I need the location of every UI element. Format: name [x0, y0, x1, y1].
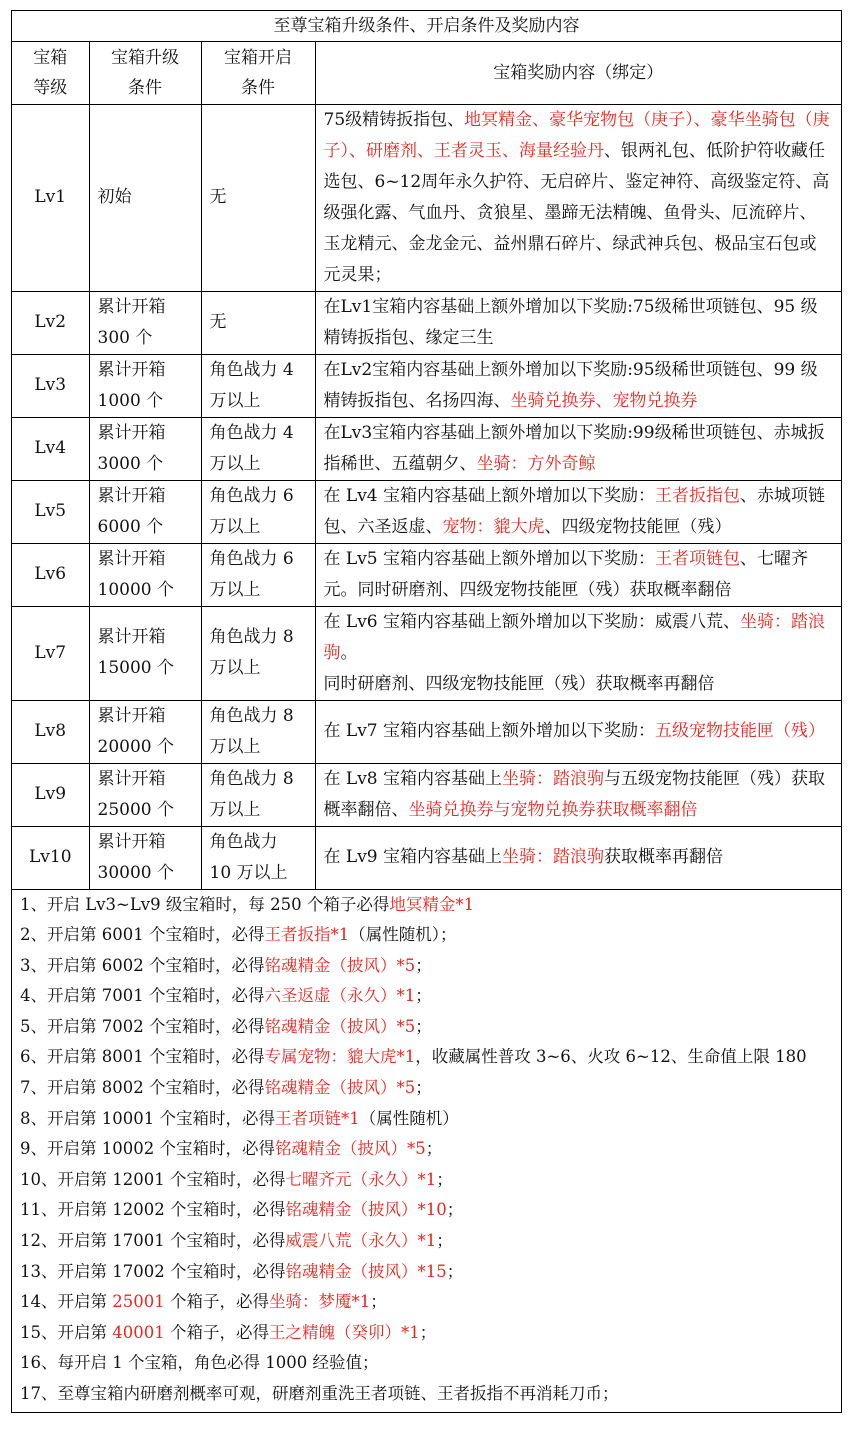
note-item [20, 1287, 833, 1318]
highlight-text: 王者扳指*1 [264, 925, 350, 945]
level-row [12, 700, 841, 763]
plain-text: 9、开启第 10002 个宝箱时，必得 [20, 1139, 275, 1159]
plain-text: 、赤城项链包、六圣返虚、 [323, 485, 826, 537]
condition-line: 万以上 [209, 799, 261, 820]
highlight-text: 坐骑兑换券、宠物兑换券 [510, 390, 698, 411]
level-cell: Lv8 [12, 700, 89, 763]
level-row [12, 606, 841, 700]
condition-line: 万以上 [209, 736, 261, 757]
condition-line: 初始 [97, 187, 132, 207]
level-cell: Lv7 [12, 606, 89, 700]
upgrade-condition-cell [89, 417, 201, 480]
level-rows [12, 104, 841, 889]
plain-text: 15、开启第 [20, 1322, 113, 1342]
level-cell: Lv2 [12, 291, 89, 354]
condition-line: 角色战力 [209, 831, 278, 852]
plain-text: 同时研磨剂、四级宠物技能匣（残）获取概率再翻倍 [323, 673, 715, 694]
plain-text: 10、开启第 12001 个宝箱时，必得 [20, 1169, 286, 1189]
highlight-text: 坐骑兑换券与宠物兑换券获取概率翻倍 [408, 799, 698, 820]
condition-line: 角色战力 8 [209, 705, 294, 726]
plain-text: 6、开启第 8001 个宝箱时，必得 [20, 1047, 265, 1067]
reward-cell [315, 354, 841, 417]
plain-text: 在 Lv5 宝箱内容基础上额外增加以下奖励： [323, 548, 656, 569]
highlight-text: 王者项链*1 [274, 1108, 360, 1128]
note-item [20, 1012, 833, 1043]
plain-text: 7、开启第 8002 个宝箱时，必得 [20, 1078, 265, 1098]
highlight-text: 铭魂精金（披风）*5 [264, 955, 416, 975]
open-condition-cell [201, 606, 315, 700]
plain-text: 11、开启第 12002 个宝箱时，必得 [20, 1200, 286, 1220]
plain-text: ； [446, 1200, 464, 1220]
note-item [20, 1195, 833, 1226]
reward-cell [315, 700, 841, 763]
plain-text: 8、开启第 10001 个宝箱时，必得 [20, 1108, 275, 1128]
condition-line: 万以上 [209, 390, 261, 411]
highlight-text: 坐骑：方外奇鲸 [476, 453, 596, 474]
condition-line: 15000 个 [97, 658, 174, 678]
condition-line: 累计开箱 [97, 296, 166, 317]
note-item [20, 1165, 833, 1196]
level-cell: Lv1 [12, 104, 89, 291]
condition-line: 无 [209, 187, 227, 207]
reward-cell [315, 826, 841, 889]
plain-text: 在 Lv6 宝箱内容基础上额外增加以下奖励：威震八荒、 [323, 611, 741, 632]
note-item [20, 920, 833, 951]
reward-cell [315, 763, 841, 826]
plain-text: 14、开启第 [20, 1292, 113, 1312]
condition-line: 6000 个 [97, 516, 164, 537]
plain-text: ； [436, 1169, 453, 1189]
condition-line: 累计开箱 [97, 548, 166, 569]
highlight-text: 铭魂精金（披风）*10 [285, 1200, 447, 1220]
condition-line: 25000 个 [97, 799, 174, 820]
plain-text: 与五级宠物技能匣（残）获取概率翻倍、 [323, 768, 826, 820]
highlight-text: 铭魂精金（披风）*15 [285, 1261, 447, 1281]
level-cell: Lv5 [12, 480, 89, 543]
highlight-text: 40001 [112, 1322, 165, 1342]
plain-text: 在 Lv8 宝箱内容基础上 [323, 768, 503, 789]
highlight-text: 王者项链包 [655, 548, 741, 569]
plain-text: 在 Lv9 宝箱内容基础上 [323, 847, 503, 867]
note-item [20, 1318, 833, 1349]
sheet-title: 至尊宝箱升级条件、开启条件及奖励内容 [12, 11, 841, 42]
open-condition-cell [201, 763, 315, 826]
upgrade-condition-cell [89, 700, 201, 763]
plain-text: ； [415, 1016, 432, 1036]
open-condition-cell [201, 480, 315, 543]
level-row [12, 291, 841, 354]
condition-line: 万以上 [209, 453, 261, 474]
highlight-text: 地冥精金、豪华宠物包（庚子）、豪华坐骑包（庚子）、研磨剂、王者灵玉、海量经验丹 [323, 109, 830, 161]
plain-text: 17、至尊宝箱内研磨剂概率可观，研磨剂重洗王者项链、王者扳指不再消耗刀币； [20, 1384, 619, 1403]
header-level: 宝箱 等级 [12, 42, 89, 104]
plain-text: 4、开启第 7001 个宝箱时，必得 [20, 986, 265, 1006]
level-row [12, 543, 841, 606]
note-item [20, 1348, 833, 1379]
condition-line: 累计开箱 [97, 831, 166, 852]
plain-text: 13、开启第 17002 个宝箱时，必得 [20, 1261, 286, 1281]
highlight-text: 25001 [112, 1292, 165, 1312]
upgrade-condition-cell [89, 606, 201, 700]
condition-line: 角色战力 4 [209, 359, 294, 380]
condition-line: 300 个 [97, 327, 153, 348]
highlight-text: 铭魂精金（披风）*5 [264, 1016, 416, 1036]
plain-text: ； [370, 1292, 387, 1312]
condition-line: 万以上 [209, 579, 261, 600]
reward-cell [315, 291, 841, 354]
plain-text: ； [425, 1139, 443, 1159]
level-row [12, 417, 841, 480]
header-reward: 宝箱奖励内容（绑定） [315, 42, 841, 104]
plain-text: 2、开启第 6001 个宝箱时，必得 [20, 925, 265, 945]
note-item [20, 1042, 833, 1073]
reward-cell [315, 417, 841, 480]
condition-line: 万以上 [209, 516, 261, 537]
level-row [12, 104, 841, 291]
highlight-text: 五级宠物技能匣（残） [655, 721, 826, 741]
highlight-text: 六圣返虚（永久）*1 [264, 986, 416, 1006]
note-item [20, 890, 833, 921]
level-cell: Lv10 [12, 826, 89, 889]
note-item [20, 951, 833, 982]
condition-line: 累计开箱 [97, 627, 166, 647]
reward-cell [315, 606, 841, 700]
condition-line: 1000 个 [97, 390, 164, 411]
plain-text: 5、开启第 7002 个宝箱时，必得 [20, 1016, 265, 1036]
open-condition-cell [201, 417, 315, 480]
upgrade-condition-cell [89, 291, 201, 354]
upgrade-condition-cell [89, 354, 201, 417]
highlight-text: 铭魂精金（披风）*5 [264, 1078, 416, 1098]
plain-text: ； [419, 1322, 437, 1342]
plain-text: 在Lv3宝箱内容基础上额外增加以下奖励:99级稀世项链包、赤城扳指稀世、五蕴朝夕、 [323, 422, 825, 474]
plain-text: ； [415, 986, 432, 1006]
header-upgrade-condition: 宝箱升级 条件 [89, 42, 201, 104]
highlight-text: 宠物：貔大虎 [442, 516, 545, 537]
plain-text: 、四级宠物技能匣（残） [544, 516, 732, 537]
plain-text: 16、每开启 1 个宝箱，角色必得 1000 经验值； [20, 1353, 379, 1373]
open-condition-cell [201, 104, 315, 291]
condition-line: 累计开箱 [97, 422, 166, 443]
plain-text: 在 Lv7 宝箱内容基础上额外增加以下奖励： [323, 721, 656, 741]
plain-text: 12、开启第 17001 个宝箱时，必得 [20, 1231, 286, 1251]
plain-text: 、银两礼包、低阶护符收藏任选包、6~12周年永久护符、无启碎片、鉴定神符、高级鉴定符、高级强化露、气血丹、贪狼星、墨蹄无法精魄、鱼骨头、厄流碎片、玉龙精元、金龙金元、益州鼎石碎片、绿武神兵包、极品宝石包或元灵果； [323, 140, 830, 285]
plain-text: 个箱子，必得 [164, 1322, 269, 1342]
level-row [12, 763, 841, 826]
upgrade-condition-cell [89, 763, 201, 826]
highlight-text: 坐骑：踏浪驹 [502, 847, 605, 867]
open-condition-cell [201, 291, 315, 354]
level-row [12, 480, 841, 543]
condition-line: 20000 个 [97, 736, 174, 757]
plain-text: 。 [340, 642, 358, 663]
plain-text: ，收藏属性普攻 3~6、火攻 6~12、生命值上限 180 [415, 1047, 807, 1067]
upgrade-condition-cell [89, 826, 201, 889]
condition-line: 累计开箱 [97, 705, 166, 726]
plain-text: 在Lv1宝箱内容基础上额外增加以下奖励:75级稀世项链包、95 级精铸扳指包、缘定三生 [323, 296, 818, 348]
level-cell: Lv4 [12, 417, 89, 480]
header-row [12, 42, 841, 104]
condition-line: 角色战力 4 [209, 422, 294, 443]
plain-text: ； [446, 1261, 464, 1281]
level-cell: Lv6 [12, 543, 89, 606]
highlight-text: 铭魂精金（披风）*5 [274, 1139, 426, 1159]
highlight-text: 七曜齐元（永久）*1 [285, 1169, 437, 1189]
upgrade-condition-cell [89, 543, 201, 606]
highlight-text: 王者扳指包 [655, 485, 741, 506]
condition-line: 累计开箱 [97, 359, 166, 380]
reward-cell [315, 104, 841, 291]
plain-text: 在 Lv4 宝箱内容基础上额外增加以下奖励： [323, 485, 656, 506]
plain-text: （属性随机） [359, 1108, 459, 1128]
header-open-condition: 宝箱开启 条件 [201, 42, 315, 104]
plain-text: 1、开启 Lv3~Lv9 级宝箱时，每 250 个箱子必得 [20, 894, 390, 914]
open-condition-cell [201, 826, 315, 889]
condition-line: 角色战力 8 [209, 627, 294, 647]
note-item [20, 1379, 833, 1410]
upgrade-condition-cell [89, 104, 201, 291]
note-item [20, 981, 833, 1012]
highlight-text: 坐骑：梦魇*1 [269, 1292, 371, 1312]
highlight-text: 坐骑：踏浪驹 [323, 611, 826, 663]
condition-line: 10000 个 [97, 579, 174, 600]
level-row [12, 354, 841, 417]
highlight-text: 坐骑：踏浪驹 [502, 768, 605, 789]
highlight-text: 威震八荒（永久）*1 [285, 1231, 437, 1251]
condition-line: 3000 个 [97, 453, 164, 474]
note-item [20, 1134, 833, 1165]
condition-line: 累计开箱 [97, 768, 166, 789]
condition-line: 角色战力 8 [209, 768, 294, 789]
condition-line: 10 万以上 [209, 862, 288, 883]
upgrade-condition-cell [89, 480, 201, 543]
condition-line: 万以上 [209, 658, 261, 678]
plain-text: ； [415, 955, 432, 975]
condition-line: 角色战力 6 [209, 548, 294, 569]
note-item [20, 1104, 833, 1135]
level-cell: Lv9 [12, 763, 89, 826]
note-item [20, 1257, 833, 1288]
level-cell: Lv3 [12, 354, 89, 417]
plain-text: 、七曜齐元。同时研磨剂、四级宠物技能匣（残）获取概率翻倍 [323, 548, 809, 600]
open-condition-cell [201, 354, 315, 417]
highlight-text: 专属宠物：貔大虎*1 [264, 1047, 416, 1067]
open-condition-cell [201, 700, 315, 763]
condition-line: 累计开箱 [97, 485, 166, 506]
open-condition-cell [201, 543, 315, 606]
plain-text: ； [415, 1078, 432, 1098]
notes-list [12, 890, 841, 1412]
plain-text: （属性随机）； [349, 925, 457, 945]
condition-line: 30000 个 [97, 862, 174, 883]
plain-text: 75级精铸扳指包、 [323, 109, 465, 130]
highlight-text: 地冥精金*1 [389, 894, 475, 914]
reward-sheet [11, 10, 842, 1413]
condition-line: 无 [209, 312, 227, 332]
plain-text: 个箱子，必得 [164, 1292, 269, 1312]
plain-text: 在Lv2宝箱内容基础上额外增加以下奖励:95级稀世项链包、99 级精铸扳指包、名扬四海、 [323, 359, 818, 411]
note-item [20, 1073, 833, 1104]
reward-cell [315, 543, 841, 606]
plain-text: 获取概率再翻倍 [604, 847, 724, 867]
plain-text: ； [436, 1231, 453, 1251]
highlight-text: 王之精魄（癸卯）*1 [269, 1322, 420, 1342]
plain-text: 3、开启第 6002 个宝箱时，必得 [20, 955, 265, 975]
reward-cell [315, 480, 841, 543]
level-row [12, 826, 841, 889]
condition-line: 角色战力 6 [209, 485, 294, 506]
level-table [12, 42, 841, 890]
note-item [20, 1226, 833, 1257]
